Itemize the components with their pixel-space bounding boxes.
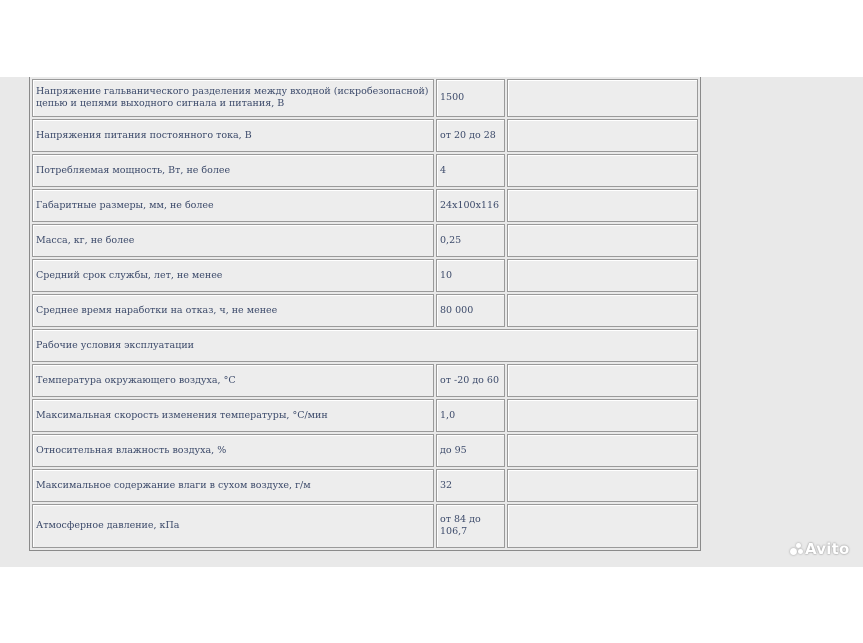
table-row [32,504,698,548]
extra-cell [507,154,698,187]
extra-cell [507,469,698,502]
extra-cell [507,224,698,257]
table-row [32,399,698,432]
param-cell: Атмосферное давление, кПа [32,504,434,548]
extra-cell [507,364,698,397]
table-row [32,189,698,222]
table-row [32,259,698,292]
avito-watermark [790,540,849,558]
table-row [32,119,698,152]
param-cell: Относительная влажность воздуха, % [32,434,434,467]
table-row [32,294,698,327]
table-row [32,154,698,187]
param-cell: Температура окружающего воздуха, °С [32,364,434,397]
extra-cell [507,399,698,432]
param-cell: Потребляемая мощность, Вт, не более [32,154,434,187]
value-cell: 80 000 [436,294,505,327]
param-cell: Напряжение гальванического разделения между входной (искробезопасной) цепью и цепями выходного сигнала и питания, В [32,79,434,117]
value-cell: от -20 до 60 [436,364,505,397]
extra-cell [507,434,698,467]
specifications-table [29,77,701,551]
extra-cell [507,294,698,327]
table-row [32,79,698,117]
watermark-text: Avito [805,540,850,558]
value-cell: 4 [436,154,505,187]
param-cell: Напряжения питания постоянного тока, В [32,119,434,152]
value-cell: 1,0 [436,399,505,432]
table-row [32,224,698,257]
value-cell: до 95 [436,434,505,467]
extra-cell [507,189,698,222]
value-cell: от 84 до 106,7 [436,504,505,548]
value-cell: 10 [436,259,505,292]
section-header: Рабочие условия эксплуатации [32,329,698,362]
param-cell: Средний срок службы, лет, не менее [32,259,434,292]
value-cell: от 20 до 28 [436,119,505,152]
value-cell: 32 [436,469,505,502]
extra-cell [507,259,698,292]
table-row [32,469,698,502]
value-cell: 1500 [436,79,505,117]
param-cell: Среднее время наработки на отказ, ч, не менее [32,294,434,327]
extra-cell [507,119,698,152]
table-row [32,434,698,467]
param-cell: Габаритные размеры, мм, не более [32,189,434,222]
table-row [32,364,698,397]
param-cell: Максимальная скорость изменения температуры, °С/мин [32,399,434,432]
value-cell: 24х100х116 [436,189,505,222]
value-cell: 0,25 [436,224,505,257]
extra-cell [507,504,698,548]
param-cell: Максимальное содержание влаги в сухом воздухе, г/м [32,469,434,502]
section-header-row [32,329,698,362]
extra-cell [507,79,698,117]
param-cell: Масса, кг, не более [32,224,434,257]
avito-logo-icon [790,543,804,555]
